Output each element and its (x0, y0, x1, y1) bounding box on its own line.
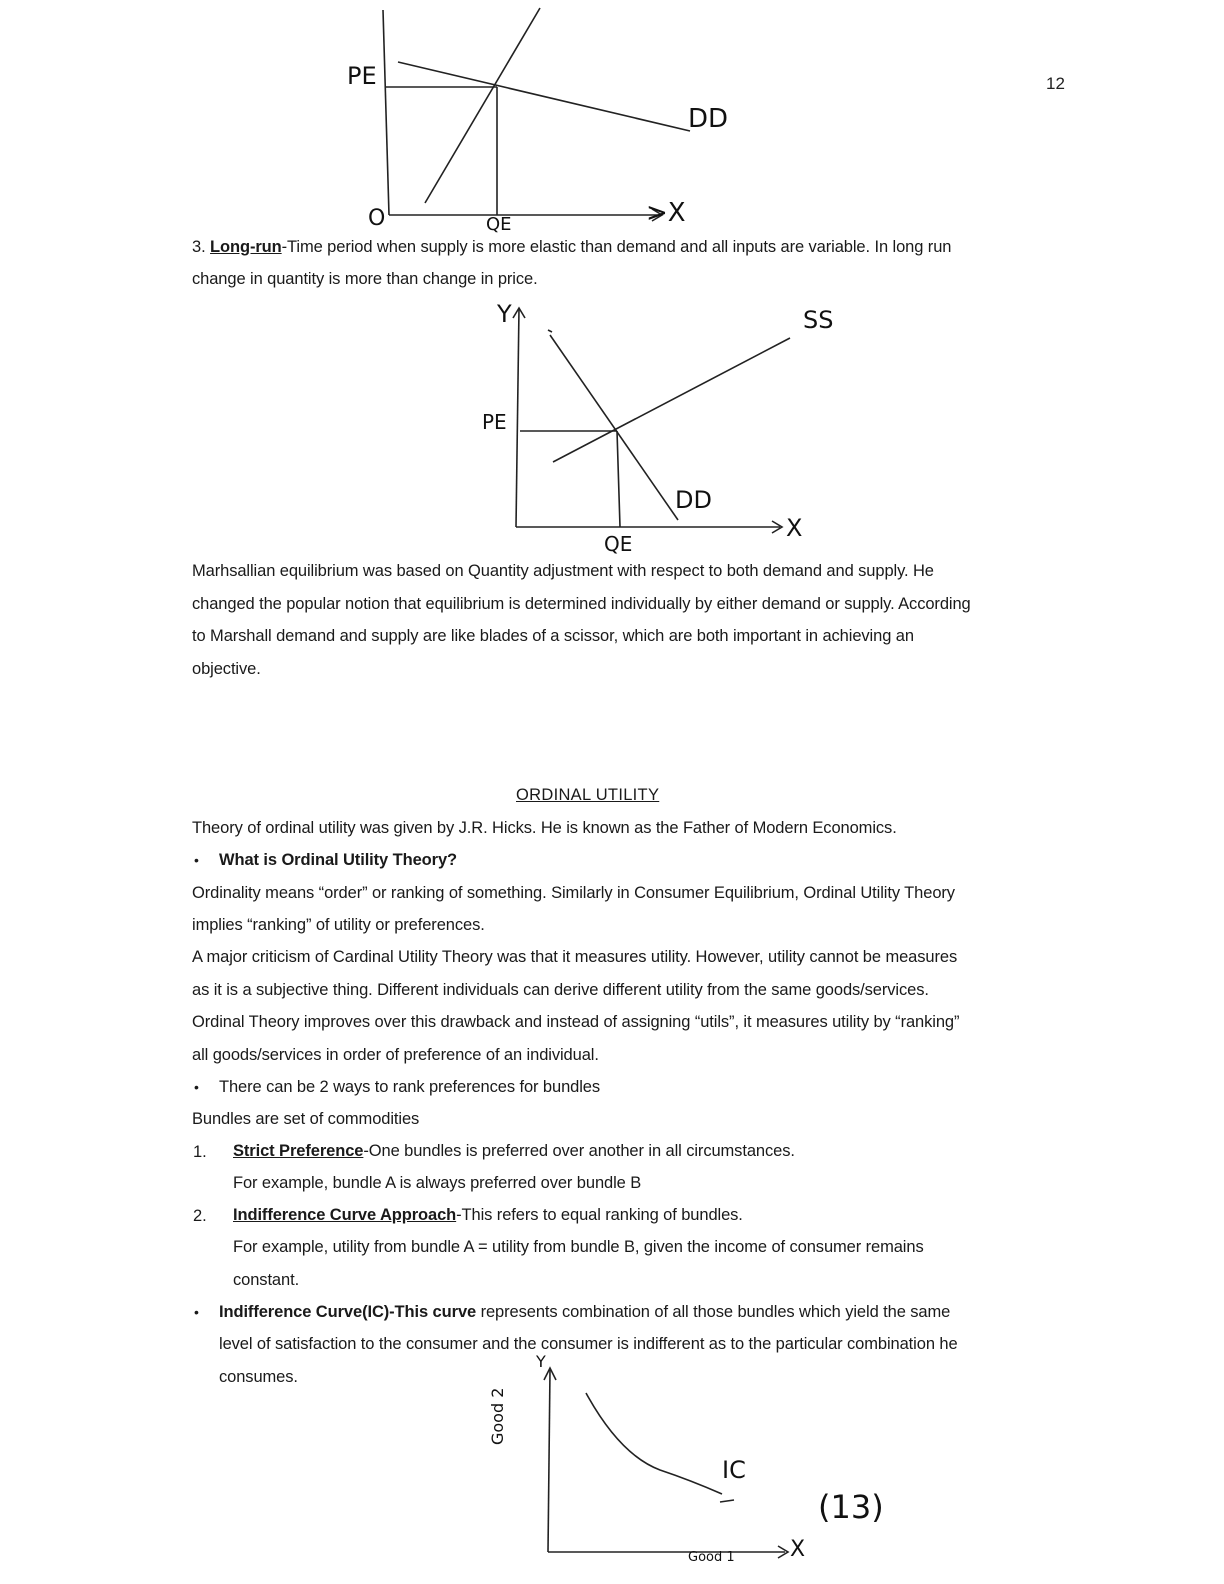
x-axis-label: >X (646, 198, 686, 228)
para2-line-2: as it is a subjective thing. Different individuals can derive different utility from the same goods/services. (192, 981, 929, 999)
supply-label: SS (803, 306, 834, 334)
strict-preference-line: Strict Preference-One bundles is preferred over another in all circumstances. (233, 1142, 795, 1160)
para2-line-3: Ordinal Theory improves over this drawback and instead of assigning “utils”, it measures utility by “ranking” (192, 1013, 960, 1031)
y-axis-label: Y (497, 300, 512, 328)
para2-line-4: all goods/services in order of preference of an individual. (192, 1046, 599, 1064)
ic-approach-example-2: constant. (233, 1271, 300, 1289)
handwritten-page-mark: (13) (818, 1488, 884, 1526)
marshall-line-3: to Marshall demand and supply are like blades of a scissor, which are both important in achieving an (192, 627, 914, 645)
long-run-number: 3. (192, 238, 206, 256)
demand-label: DD (688, 104, 729, 134)
para1-line-2: implies “ranking” of utility or preferences. (192, 916, 485, 934)
long-run-line-2: change in quantity is more than change in price. (192, 270, 538, 288)
bullet-icon: • (194, 1079, 199, 1095)
y-axis-label: Y (536, 1352, 546, 1371)
subheading-what-is: What is Ordinal Utility Theory? (219, 851, 458, 869)
bullet-icon: • (194, 1304, 199, 1320)
marshall-line-4: objective. (192, 660, 261, 678)
good-1-label: Good 1 (688, 1550, 735, 1565)
marshall-line-1: Marhsallian equilibrium was based on Quantity adjustment with respect to both demand and supply. He (192, 562, 934, 580)
long-run-term: Long-run (210, 238, 282, 256)
ic-approach-term: Indifference Curve Approach (233, 1206, 457, 1224)
ic-definition-line-1: Indifference Curve(IC)-This curve represents combination of all those bundles which yield the same (219, 1303, 951, 1321)
x-axis-label: X (790, 1537, 806, 1562)
page-number: 12 (1046, 74, 1065, 93)
x-axis-label: X (786, 514, 803, 542)
item-number: 1. (193, 1143, 207, 1161)
strict-preference-example: For example, bundle A is always preferred over bundle B (233, 1174, 642, 1192)
ordinal-intro: Theory of ordinal utility was given by J.R. Hicks. He is known as the Father of Modern Economics. (192, 819, 897, 837)
indifference-curve (586, 1393, 722, 1494)
price-label: PE (347, 62, 377, 90)
ic-definition-term: Indifference Curve(IC)-This curve (219, 1303, 477, 1321)
ic-approach-line: Indifference Curve Approach-This refers to equal ranking of bundles. (233, 1206, 743, 1224)
bundles-definition: Bundles are set of commodities (192, 1110, 420, 1128)
bullet-icon: • (194, 852, 199, 868)
origin-label: O (368, 206, 386, 231)
good-2-label: Good 2 (488, 1387, 507, 1445)
ic-definition-line-2: level of satisfaction to the consumer and the consumer is indifferent as to the particular combination he (219, 1335, 958, 1353)
item-number: 2. (193, 1207, 207, 1225)
strict-preference-term: Strict Preference (233, 1142, 364, 1160)
y-axis-line (548, 1370, 550, 1552)
ic-approach-example-1: For example, utility from bundle A = utility from bundle B, given the income of consumer remains (233, 1238, 924, 1256)
quantity-label: QE (604, 532, 633, 556)
ic-definition-line-3: consumes. (219, 1368, 298, 1386)
para2-line-1: A major criticism of Cardinal Utility Theory was that it measures utility. However, utility cannot be measures (192, 948, 958, 966)
para1-line-1: Ordinality means “order” or ranking of something. Similarly in Consumer Equilibrium, Ordinal Utility Theory (192, 884, 955, 902)
ic-label: IC (722, 1456, 746, 1484)
demand-label: DD (675, 486, 712, 514)
price-label: PE (482, 410, 507, 434)
quantity-label: QE (486, 214, 512, 235)
ways-bullet: There can be 2 ways to rank preferences for bundles (219, 1078, 601, 1096)
marshall-line-2: changed the popular notion that equilibrium is determined individually by either demand or supply. According (192, 595, 971, 613)
long-run-text: -Time period when supply is more elastic than demand and all inputs are variable. In long run (281, 238, 952, 256)
section-heading: ORDINAL UTILITY (516, 786, 660, 804)
